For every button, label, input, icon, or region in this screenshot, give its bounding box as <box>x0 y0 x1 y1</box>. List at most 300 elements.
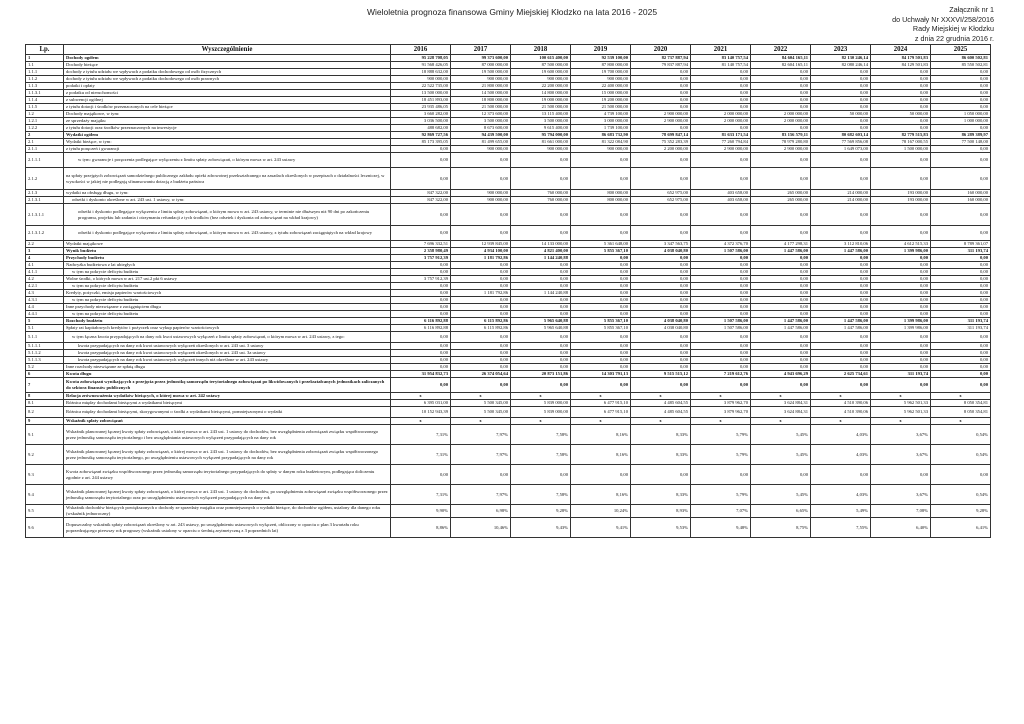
value-cell: 0,00 <box>811 357 871 364</box>
value-cell: 0,00 <box>571 262 631 269</box>
table-row <box>26 350 991 357</box>
row-label: Inne przychody niezwiązane z zaciągnięciem długu <box>64 304 391 311</box>
row-number: 9.4 <box>26 485 64 505</box>
value-cell: 652 975,00 <box>631 197 691 204</box>
row-label: Dochody ogółem <box>64 55 391 62</box>
value-cell: 0,00 <box>631 357 691 364</box>
table-row <box>26 190 991 197</box>
row-number: 6 <box>26 371 64 378</box>
table-row <box>26 168 991 190</box>
value-cell: 81 499 655,00 <box>451 139 511 146</box>
value-cell: 0,00 <box>511 350 571 357</box>
value-cell: x <box>751 393 811 400</box>
row-label: podatki i opłaty <box>64 83 391 90</box>
value-cell: 1 144 240,88 <box>511 255 571 262</box>
value-cell: 3 660 282,00 <box>391 111 451 118</box>
row-label: ze sprzedaży majątku <box>64 118 391 125</box>
table-row <box>26 104 991 111</box>
value-cell: 0,00 <box>391 283 451 290</box>
value-cell: 0,00 <box>631 76 691 83</box>
value-cell: x <box>691 418 751 425</box>
value-cell: 0,00 <box>751 153 811 168</box>
value-cell: 9 515 515,12 <box>631 371 691 378</box>
value-cell: 0,00 <box>811 269 871 276</box>
value-cell: 0,00 <box>391 350 451 357</box>
value-cell: 0,00 <box>391 204 451 226</box>
table-row <box>26 318 991 325</box>
row-label: Wolne środki, o których mowa w art. 217 ust.2 pkt 6 ustawy <box>64 276 391 283</box>
value-cell: 0,00 <box>871 118 931 125</box>
row-label: Nadwyżka budżetowa z lat ubiegłych <box>64 262 391 269</box>
forecast-table <box>25 44 991 538</box>
value-cell: 0,00 <box>511 226 571 241</box>
value-cell: 82 080 246,14 <box>811 62 871 69</box>
value-cell: 0,00 <box>931 90 991 97</box>
value-cell: 7,58% <box>511 485 571 505</box>
row-label: Kredyty, pożyczki, emisja papierów wartościowych <box>64 290 391 297</box>
value-cell: 22 200 000,00 <box>511 83 571 90</box>
value-cell: 0,00 <box>571 343 631 350</box>
value-cell: 0,00 <box>631 104 691 111</box>
value-cell: 0,00 <box>511 297 571 304</box>
value-cell: 0,00 <box>511 204 571 226</box>
row-number: 1 <box>26 55 64 62</box>
value-cell: 0,00 <box>871 76 931 83</box>
value-cell: 14 133 000,00 <box>511 241 571 248</box>
value-cell: 0,00 <box>631 90 691 97</box>
row-number: 3 <box>26 248 64 255</box>
row-number: 8.2 <box>26 407 64 418</box>
value-cell: 0,00 <box>811 255 871 262</box>
value-cell: 6 115 892,86 <box>451 325 511 332</box>
value-cell: 4 943 696,29 <box>751 371 811 378</box>
value-cell: 0,00 <box>811 283 871 290</box>
value-cell: 4 934 100,00 <box>451 248 511 255</box>
value-cell: 900 000,00 <box>451 197 511 204</box>
row-number: 4.3 <box>26 290 64 297</box>
value-cell: 0,00 <box>451 153 511 168</box>
table-row <box>26 445 991 465</box>
value-cell: 847 322,00 <box>391 197 451 204</box>
value-cell: 86 683 732,90 <box>571 132 631 139</box>
value-cell: 1 181 792,86 <box>451 290 511 297</box>
value-cell: 0,00 <box>751 283 811 290</box>
row-label: z subwencji ogólnej <box>64 97 391 104</box>
value-cell: 82 604 165,11 <box>751 62 811 69</box>
value-cell: 8 673 600,00 <box>451 125 511 132</box>
value-cell: 87 800 000,00 <box>571 62 631 69</box>
value-cell: 1 447 586,00 <box>811 325 871 332</box>
value-cell: 0,00 <box>931 226 991 241</box>
value-cell: 8,33% <box>631 485 691 505</box>
value-cell: 0,00 <box>751 125 811 132</box>
row-number: 5.1.1.1 <box>26 343 64 350</box>
value-cell: 1 447 586,00 <box>751 318 811 325</box>
value-cell: 82 779 515,83 <box>871 132 931 139</box>
value-cell: 0,00 <box>751 304 811 311</box>
value-cell: 0,00 <box>631 364 691 371</box>
value-cell: 0,00 <box>451 332 511 343</box>
value-cell: 1 399 986,00 <box>871 318 931 325</box>
value-cell: 760 000,00 <box>511 190 571 197</box>
value-cell: 9 615 400,00 <box>511 125 571 132</box>
value-cell: 0,00 <box>631 276 691 283</box>
value-cell: 6 115 892,86 <box>451 318 511 325</box>
value-cell: 0,00 <box>691 364 751 371</box>
value-cell: 0,00 <box>571 255 631 262</box>
row-label: Inne rozchody niezwiązane ze spłatą długu <box>64 364 391 371</box>
table-row <box>26 357 991 364</box>
row-label: odsetki i dyskonto określone w art. 243 ust. 1 ustawy, w tym: <box>64 197 391 204</box>
column-header: Lp. <box>26 45 64 55</box>
value-cell: 85 173 395,05 <box>391 139 451 146</box>
value-cell: 0,00 <box>871 343 931 350</box>
value-cell: 0,00 <box>511 311 571 318</box>
row-label: Różnica między dochodami bieżącymi, skorygowanymi o środki a wydatkami bieżącymi, pomniejszonymi o wydatki <box>64 407 391 418</box>
row-number: 1.1.3 <box>26 83 64 90</box>
value-cell: 0,00 <box>811 378 871 393</box>
value-cell: 75 352 283,39 <box>631 139 691 146</box>
value-cell: 5,79% <box>691 485 751 505</box>
value-cell: 0,00 <box>691 104 751 111</box>
value-cell: 0,00 <box>571 204 631 226</box>
value-cell: 82 130 246,14 <box>811 55 871 62</box>
value-cell: 0,00 <box>691 311 751 318</box>
value-cell: x <box>871 418 931 425</box>
value-cell: 82 737 887,94 <box>631 55 691 62</box>
value-cell: 0,00 <box>751 311 811 318</box>
value-cell: 1 447 586,00 <box>811 318 871 325</box>
row-number: 4.2.1 <box>26 283 64 290</box>
value-cell: 214 000,00 <box>811 190 871 197</box>
value-cell: 900 000,00 <box>391 76 451 83</box>
value-cell: 78 699 847,14 <box>631 132 691 139</box>
value-cell: 1 447 586,00 <box>811 248 871 255</box>
value-cell: 81 633 171,54 <box>691 132 751 139</box>
value-cell: 0,00 <box>811 343 871 350</box>
value-cell: 5 962 501,33 <box>871 400 931 407</box>
table-row <box>26 125 991 132</box>
value-cell: 0,00 <box>571 304 631 311</box>
value-cell: 0,00 <box>511 153 571 168</box>
value-cell: 3 500 000,00 <box>451 118 511 125</box>
row-label: Wynik budżetu <box>64 248 391 255</box>
table-row <box>26 425 991 445</box>
value-cell: 3 500 000,00 <box>511 118 571 125</box>
value-cell: 311 193,74 <box>931 318 991 325</box>
value-cell: 2 200 000,00 <box>631 146 691 153</box>
value-cell: 87 500 000,00 <box>511 62 571 69</box>
value-cell: 0,00 <box>571 269 631 276</box>
value-cell: x <box>751 418 811 425</box>
value-cell: 0,00 <box>871 168 931 190</box>
column-header: 2024 <box>871 45 931 55</box>
value-cell: 95 794 000,00 <box>511 132 571 139</box>
value-cell: 22 400 000,00 <box>571 83 631 90</box>
row-number: 4 <box>26 255 64 262</box>
value-cell: 4 739 100,00 <box>571 111 631 118</box>
value-cell: 0,00 <box>871 153 931 168</box>
value-cell: 0,00 <box>631 297 691 304</box>
value-cell: 12 939 845,00 <box>451 241 511 248</box>
value-cell: 0,00 <box>391 332 451 343</box>
value-cell: 0,00 <box>931 168 991 190</box>
value-cell: 0,00 <box>511 343 571 350</box>
value-cell: 6 477 915,10 <box>571 407 631 418</box>
value-cell: x <box>451 418 511 425</box>
value-cell: 0,00 <box>751 465 811 485</box>
value-cell: 5 839 000,00 <box>511 407 571 418</box>
value-cell: 78 167 000,55 <box>871 139 931 146</box>
value-cell: 81 661 000,00 <box>511 139 571 146</box>
value-cell: 0,00 <box>451 343 511 350</box>
value-cell: 0,00 <box>811 262 871 269</box>
value-cell: 0,00 <box>931 104 991 111</box>
value-cell: 0,00 <box>931 76 991 83</box>
table-row <box>26 111 991 118</box>
value-cell: 0,00 <box>811 83 871 90</box>
value-cell: 0,00 <box>931 290 991 297</box>
value-cell: 0,00 <box>931 364 991 371</box>
value-cell: 0,00 <box>451 364 511 371</box>
value-cell: 0,00 <box>451 350 511 357</box>
value-cell: 0,00 <box>811 364 871 371</box>
value-cell: 0,00 <box>451 304 511 311</box>
value-cell: 0,00 <box>691 304 751 311</box>
value-cell: 0,00 <box>751 76 811 83</box>
value-cell: 2 000 000,00 <box>751 111 811 118</box>
value-cell: 0,00 <box>931 204 991 226</box>
value-cell: 0,00 <box>391 343 451 350</box>
value-cell: 4 177 298,31 <box>751 241 811 248</box>
value-cell: 83 156 579,11 <box>751 132 811 139</box>
value-cell: 8 050 354,81 <box>931 407 991 418</box>
value-cell: 0,00 <box>451 283 511 290</box>
value-cell: 0,00 <box>691 168 751 190</box>
row-number: 4.4 <box>26 304 64 311</box>
value-cell: x <box>631 418 691 425</box>
value-cell: 0,00 <box>571 357 631 364</box>
row-label: Przychody budżetu <box>64 255 391 262</box>
value-cell: 3 036 500,00 <box>391 118 451 125</box>
value-cell: 0,00 <box>871 304 931 311</box>
value-cell: 0,00 <box>691 283 751 290</box>
value-cell: 0,00 <box>691 76 751 83</box>
table-row <box>26 371 991 378</box>
row-number: 2.1.3.1 <box>26 197 64 204</box>
row-label: na spłaty przejętych zobowiązań samodzielnego publicznego zakładu opieki zdrowotnej przekształcanego na zasadach określonych w przepisach o działalności leczniczej, w wysokości w jakiej nie podlegają sfinansowaniu dotacją z budżetu państwa <box>64 168 391 190</box>
value-cell: 3 624 884,31 <box>751 407 811 418</box>
value-cell: 0,00 <box>871 226 931 241</box>
value-cell: 800 000,00 <box>571 197 631 204</box>
column-header: 2023 <box>811 45 871 55</box>
row-number: 2.1.3.1.2 <box>26 226 64 241</box>
value-cell: 0,00 <box>811 76 871 83</box>
value-cell: 8,93% <box>631 505 691 518</box>
value-cell: 0,00 <box>631 332 691 343</box>
value-cell: 95 228 708,05 <box>391 55 451 62</box>
value-cell: x <box>511 418 571 425</box>
value-cell: 0,00 <box>751 350 811 357</box>
value-cell: 0,00 <box>871 357 931 364</box>
value-cell: 6,65% <box>751 505 811 518</box>
value-cell: 19 000 000,00 <box>511 97 571 104</box>
row-number: 1.2 <box>26 111 64 118</box>
value-cell: 311 193,74 <box>871 371 931 378</box>
row-label: z tytułu dotacji oraz środków przeznaczonych na inwestycje <box>64 125 391 132</box>
value-cell: 14 800 000,00 <box>511 90 571 97</box>
value-cell: 4,03% <box>811 485 871 505</box>
value-cell: 0,00 <box>631 153 691 168</box>
value-cell: 84 604 165,11 <box>751 55 811 62</box>
value-cell: 0,00 <box>871 378 931 393</box>
value-cell: 0,00 <box>691 226 751 241</box>
value-cell: 80 682 603,14 <box>811 132 871 139</box>
value-cell: 0,00 <box>871 104 931 111</box>
value-cell: 5 855 367,10 <box>571 325 631 332</box>
value-cell: 0,00 <box>931 262 991 269</box>
row-label: w tym na pokrycie deficytu budżetu <box>64 311 391 318</box>
value-cell: 0,00 <box>931 378 991 393</box>
value-cell: 0,00 <box>931 69 991 76</box>
value-cell: 0,00 <box>931 332 991 343</box>
value-cell: 4 510 390,06 <box>811 407 871 418</box>
table-row <box>26 505 991 518</box>
value-cell: 0,00 <box>511 276 571 283</box>
value-cell: 0,00 <box>811 104 871 111</box>
value-cell: 900 000,00 <box>571 146 631 153</box>
value-cell: 0,00 <box>931 83 991 90</box>
value-cell: 0,00 <box>391 378 451 393</box>
value-cell: 0,00 <box>691 255 751 262</box>
value-cell: 13 500 000,00 <box>391 90 451 97</box>
value-cell: 5,45% <box>751 485 811 505</box>
value-cell: 0,00 <box>931 255 991 262</box>
value-cell: 1 447 586,00 <box>751 325 811 332</box>
column-header: 2020 <box>631 45 691 55</box>
value-cell: 0,00 <box>931 350 991 357</box>
value-cell: 9,90% <box>391 505 451 518</box>
value-cell: 0,00 <box>691 97 751 104</box>
value-cell: 0,00 <box>391 364 451 371</box>
row-number: 1.1.5 <box>26 104 64 111</box>
value-cell: 0,00 <box>691 357 751 364</box>
value-cell: 92 539 100,00 <box>571 55 631 62</box>
value-cell: 21 500 000,00 <box>571 104 631 111</box>
value-cell: 8,33% <box>631 445 691 465</box>
value-cell: 0,00 <box>811 69 871 76</box>
value-cell: 10,46% <box>451 518 511 538</box>
value-cell: 19 700 000,00 <box>571 69 631 76</box>
value-cell: 0,00 <box>391 297 451 304</box>
value-cell: 0,00 <box>391 304 451 311</box>
value-cell: 3,67% <box>871 485 931 505</box>
row-number: 5.2 <box>26 364 64 371</box>
value-cell: 7,97% <box>451 425 511 445</box>
table-row <box>26 276 991 283</box>
row-label: wydatki na obsługę długu, w tym: <box>64 190 391 197</box>
row-label: odsetki i dyskonto podlegające wyłączeniu z limitu spłaty zobowiązań, o którym mowa w art. 243 ustawy, w terminie nie dłuższym niż 90 dni po zakończeniu programu, projektu lub zadania i otrzymaniu refundacji z tych środków (bez odsetek i dyskonta od zobowiązań na wkład krajowy) <box>64 204 391 226</box>
value-cell: 0,00 <box>451 226 511 241</box>
value-cell: 5 500 345,00 <box>451 400 511 407</box>
value-cell: 6,41% <box>931 518 991 538</box>
value-cell: 0,00 <box>691 269 751 276</box>
value-cell: 5 500 345,00 <box>451 407 511 418</box>
value-cell: 0,00 <box>631 304 691 311</box>
value-cell: 0,00 <box>691 297 751 304</box>
value-cell: 0,00 <box>391 465 451 485</box>
row-label: Dopuszczalny wskaźnik spłaty zobowiązań określony w art. 243 ustawy, po uwzględnieniu ustawowych wyłączeń, obliczony w oparciu o plan 3 kwartału roku poprzedzającego pierwszy rok prognozy (wskaźnik ustalony w oparciu o średnią arytmetyczną z 3 poprzednich lat) <box>64 518 391 538</box>
value-cell: 94 439 500,00 <box>451 132 511 139</box>
value-cell: 50 000,00 <box>811 111 871 118</box>
value-cell: 4 038 040,80 <box>631 325 691 332</box>
value-cell: 3 757 912,39 <box>391 276 451 283</box>
value-cell: 0,00 <box>751 262 811 269</box>
value-cell: 2 358 980,49 <box>391 248 451 255</box>
row-number: 5 <box>26 318 64 325</box>
value-cell: 0,00 <box>811 304 871 311</box>
value-cell: 0,00 <box>571 378 631 393</box>
value-cell: 0,00 <box>391 269 451 276</box>
row-label: Rozchody budżetu <box>64 318 391 325</box>
row-label: kwota przypadających na dany rok kwot ustawowych wyłączeń określonych w art. 243 ust. 3 ustawy <box>64 343 391 350</box>
value-cell: 1 399 986,00 <box>871 325 931 332</box>
value-cell: 0,00 <box>931 269 991 276</box>
value-cell: 21 500 000,00 <box>451 104 511 111</box>
value-cell: 0,00 <box>811 168 871 190</box>
value-cell: 4 821 400,00 <box>511 248 571 255</box>
row-number: 2.1 <box>26 139 64 146</box>
value-cell: 1 447 586,00 <box>751 248 811 255</box>
row-label: Spłaty rat kapitałowych kredytów i pożyczek oraz wykup papierów wartościowych <box>64 325 391 332</box>
value-cell: 0,00 <box>391 262 451 269</box>
value-cell: 0,00 <box>931 97 991 104</box>
value-cell: 1 507 586,00 <box>691 318 751 325</box>
value-cell: 0,00 <box>571 350 631 357</box>
value-cell: 83 140 757,54 <box>691 55 751 62</box>
row-number: 4.1 <box>26 262 64 269</box>
value-cell: 0,00 <box>751 104 811 111</box>
value-cell: 0,00 <box>871 364 931 371</box>
value-cell: 7,31% <box>391 485 451 505</box>
value-cell: 23 935 486,05 <box>391 104 451 111</box>
column-header: 2019 <box>571 45 631 55</box>
value-cell: 0,00 <box>451 465 511 485</box>
table-row <box>26 364 991 371</box>
value-cell: 0,00 <box>871 311 931 318</box>
table-row <box>26 400 991 407</box>
row-number: 5.1.1 <box>26 332 64 343</box>
row-number: 2.1.3.1.1 <box>26 204 64 226</box>
value-cell: 265 000,00 <box>751 197 811 204</box>
value-cell: 0,00 <box>511 269 571 276</box>
value-cell: 6 477 915,10 <box>571 400 631 407</box>
value-cell: 5 839 000,00 <box>511 400 571 407</box>
value-cell: 0,00 <box>871 255 931 262</box>
value-cell: 0,00 <box>691 204 751 226</box>
value-cell: 0,00 <box>631 83 691 90</box>
table-row <box>26 311 991 318</box>
table-row <box>26 518 991 538</box>
value-cell: 0,00 <box>751 290 811 297</box>
value-cell: 2 900 000,00 <box>631 118 691 125</box>
value-cell: 2 000 000,00 <box>691 111 751 118</box>
value-cell: 31 954 832,73 <box>391 371 451 378</box>
value-cell: 0,00 <box>691 276 751 283</box>
value-cell: 21 800 000,00 <box>451 83 511 90</box>
value-cell: 0,00 <box>751 269 811 276</box>
row-number: 7 <box>26 378 64 393</box>
